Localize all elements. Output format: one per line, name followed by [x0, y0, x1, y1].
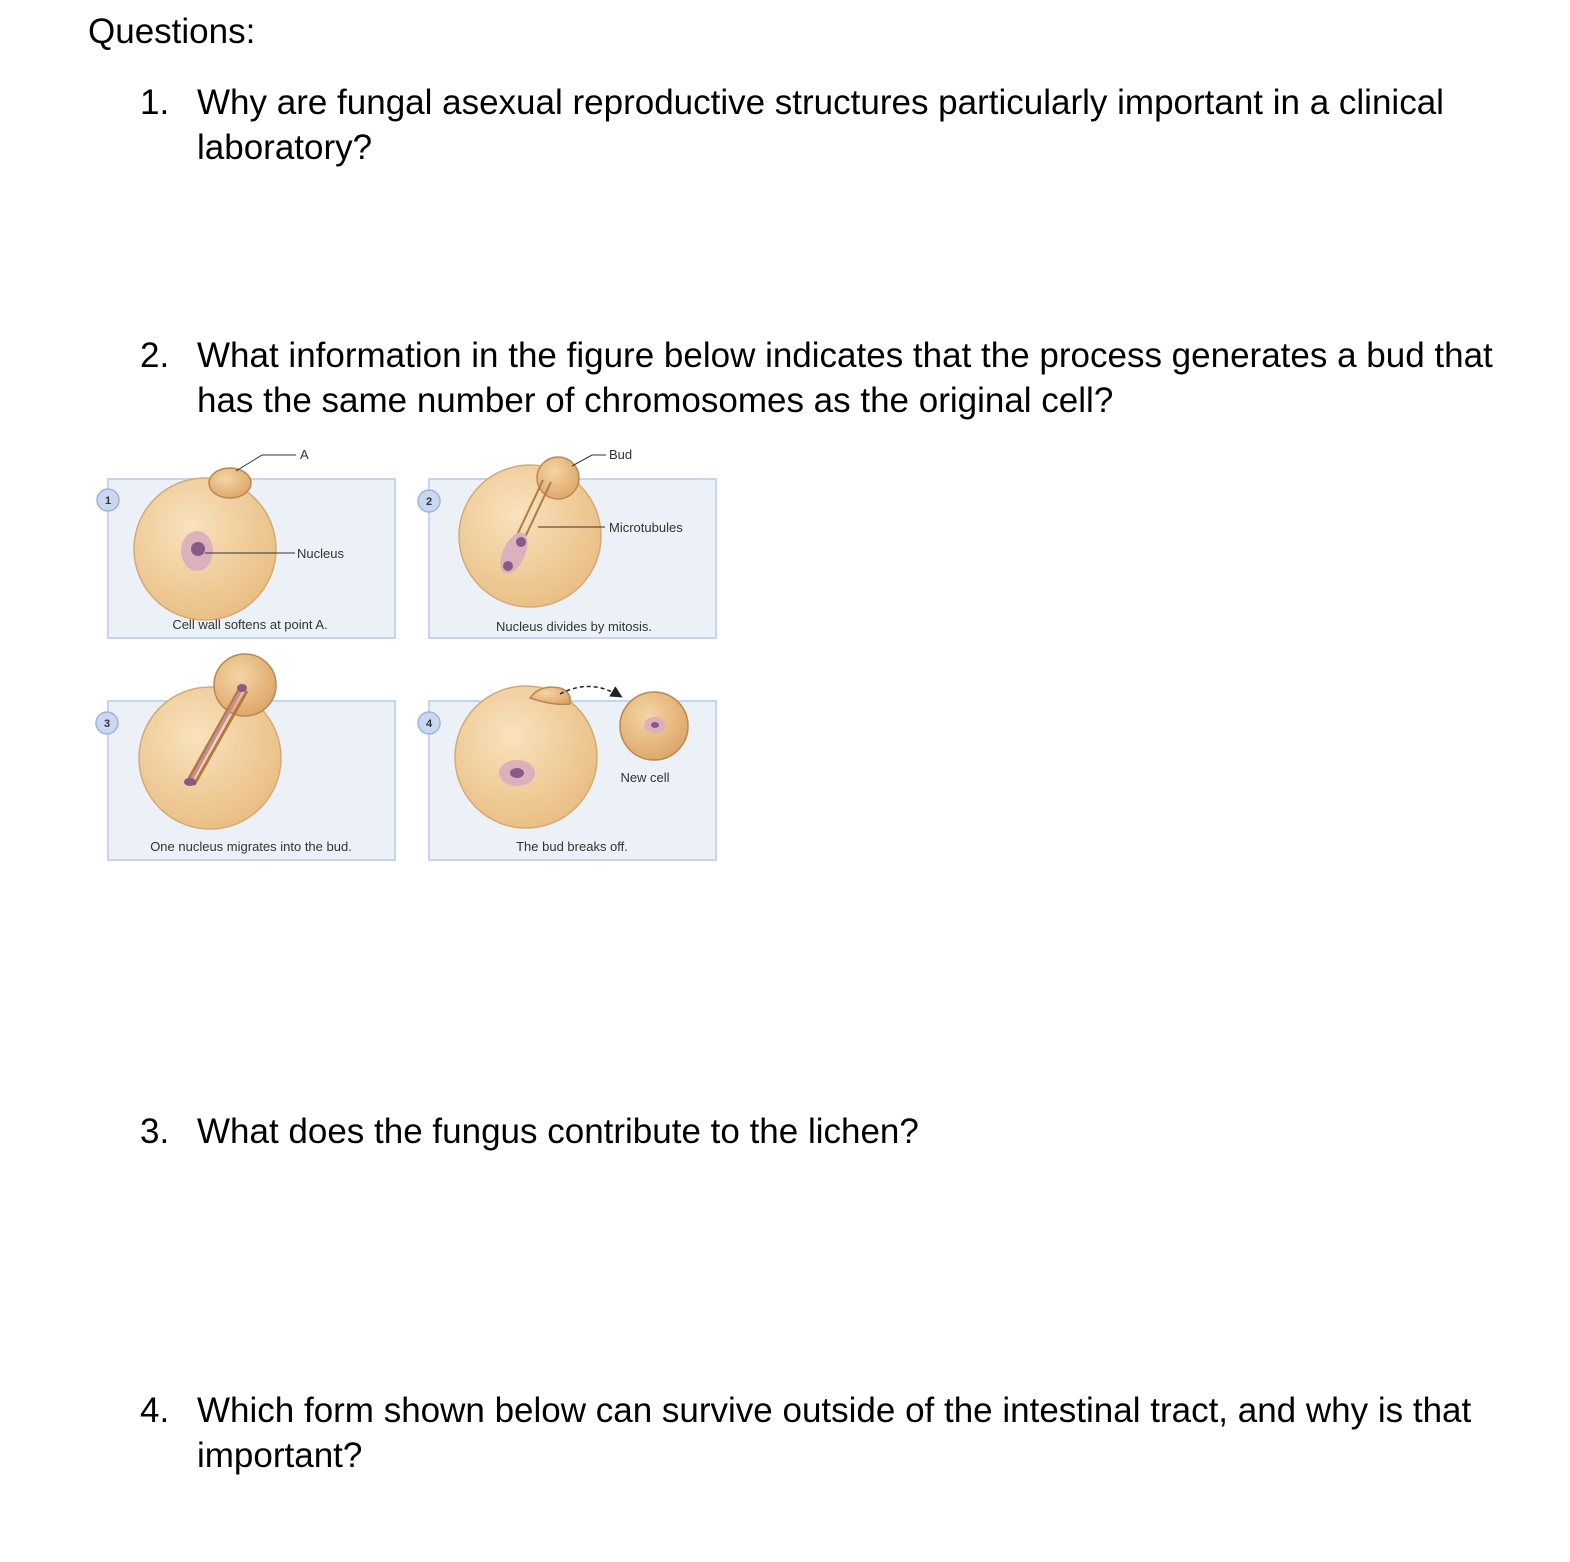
panel-caption: Nucleus divides by mitosis. [495, 619, 653, 634]
label-nucleus: Nucleus [297, 546, 344, 561]
mother-cell [455, 686, 597, 828]
question-number: 2. [140, 336, 170, 375]
nucleolus [191, 542, 205, 556]
label-bud: Bud [609, 447, 633, 462]
daughter-nucleus [516, 537, 526, 547]
question-number: 3. [140, 1112, 170, 1151]
panel-4 [418, 686, 716, 860]
migrating-nucleus [237, 684, 247, 692]
daughter-nucleus [503, 561, 513, 571]
bud [537, 457, 579, 499]
nucleolus [510, 768, 524, 778]
label-microtubules: Microtubules [609, 520, 683, 535]
budding-figure [90, 440, 730, 870]
question-4 [140, 1388, 1530, 1478]
remaining-nucleus [184, 778, 196, 786]
panel-2 [418, 447, 716, 638]
new-cell-nucleolus [651, 722, 659, 728]
panel-caption: Cell wall softens at point A. [172, 617, 328, 632]
page-heading: Questions: [88, 12, 256, 51]
panel-3 [96, 654, 395, 860]
step-number: 1 [104, 495, 112, 507]
question-text: What information in the figure below indicates that the process generates a bud that has the same number of chromosomes as the original cell? [197, 336, 1493, 420]
question-text: Why are fungal asexual reproductive structures particularly important in a clinical laboratory? [197, 83, 1444, 167]
label-line-bud [572, 455, 606, 466]
question-number: 1. [140, 83, 170, 122]
step-number: 2 [425, 496, 433, 508]
question-3 [140, 1109, 1530, 1154]
step-number: 4 [425, 718, 433, 730]
label-new-cell: New cell [620, 770, 670, 785]
label-a: A [300, 447, 309, 462]
label-line-a [236, 455, 296, 471]
question-text: Which form shown below can survive outside of the intestinal tract, and why is that important? [197, 1391, 1472, 1475]
question-1 [140, 80, 1530, 170]
question-text: What does the fungus contribute to the lichen? [197, 1112, 919, 1151]
softened-wall-bulge [209, 468, 251, 498]
panel-caption: The bud breaks off. [516, 839, 628, 854]
panel-1 [97, 447, 395, 638]
step-number: 3 [103, 718, 111, 730]
question-number: 4. [140, 1391, 170, 1430]
yeast-cell [459, 465, 601, 607]
question-2 [140, 333, 1530, 423]
panel-caption: One nucleus migrates into the bud. [150, 839, 352, 854]
